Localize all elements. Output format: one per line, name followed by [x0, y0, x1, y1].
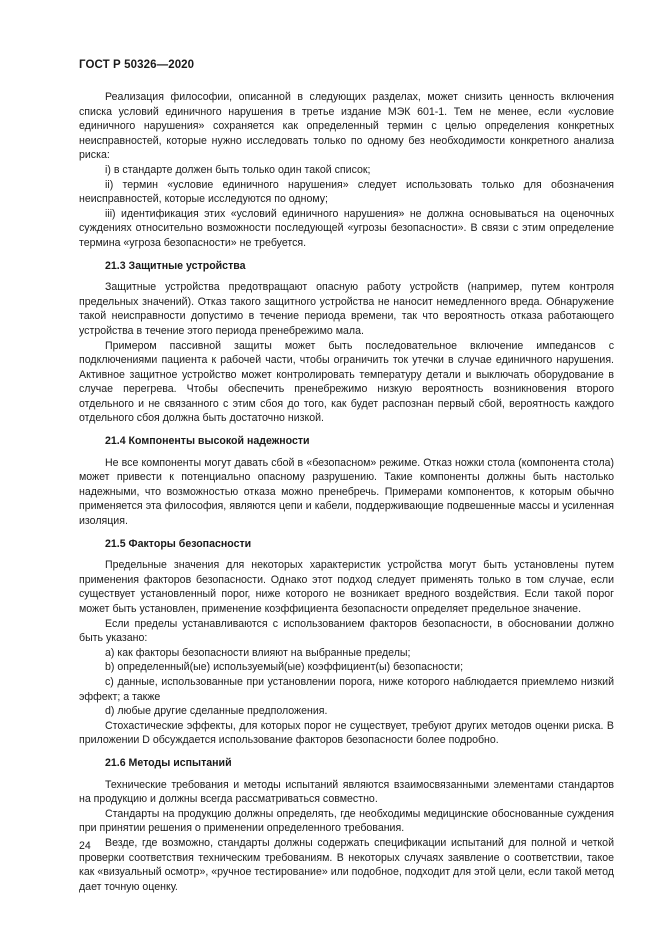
page-number: 24: [79, 840, 91, 852]
paragraph: Реализация философии, описанной в следующих разделах, может снизить ценность включения списка условий единичного нарушения в третье издание МЭК 601-1. Тем не менее, если «условие единичного нарушения» сохраняется как определенный термин с целью определения конкретных неисправностей, которые нужно исследовать только по одному без необходимости конкретного анализа риска:: [79, 91, 614, 162]
list-item: iii) идентификация этих «условий единичного нарушения» не должна основываться на оценочных суждениях относительно возможности последующей «угрозы безопасности». В связи с этим определение термина «угроза безопасности» не требуется.: [79, 207, 614, 249]
list-item: ii) термин «условие единичного нарушения» следует использовать только для обозначения неисправностей, которые исследуются по одному;: [79, 178, 614, 206]
list-item: d) любые другие сделанные предположения.: [105, 705, 328, 718]
page-body: [79, 90, 614, 894]
section-heading-21-5: 21.5 Факторы безопасности: [105, 537, 252, 550]
paragraph: Примером пассивной защиты может быть последовательное включение импедансов с подключениями пациента к рабочей части, чтобы ограничить ток утечки в случае единичного нарушения. Активное защитное устройство может контролировать температуру детали и выключать оборудование в случае перегрева. Чтобы обеспечить пренебрежимо низкую вероятность возникновения второго отдельного и не связанного с этим сбоя до того, как будет распознан первый сбой, вероятность каждого отдельного сбоя должна быть достаточно низкой.: [79, 339, 614, 425]
paragraph: Предельные значения для некоторых характеристик устройства могут быть установлены путем применения факторов безопасности. Однако этот подход следует применять только в том случае, если существует установленный порог, ниже которого не возникает вредного воздействия. Если такой порог может быть установлен, применение коэффициента безопасности определяет предельное значение.: [79, 559, 614, 615]
list-item: b) определенный(ые) используемый(ые) коэффициент(ы) безопасности;: [105, 661, 464, 674]
paragraph: Везде, где возможно, стандарты должны содержать спецификации испытаний для полной и четкой проверки соответствия техническим требованиям. В некоторых случаях заявление о соответствии, такое как «визуальный осмотр», «ручное тестирование» или подобное, подходит для этой цели, если такой метод дает точную оценку.: [79, 836, 614, 893]
list-item: a) как факторы безопасности влияют на выбранные пределы;: [105, 646, 411, 659]
paragraph: Если пределы устанавливаются с использованием факторов безопасности, в обосновании должно быть указано:: [79, 617, 614, 645]
document-header: ГОСТ Р 50326—2020: [79, 59, 195, 71]
section-heading-21-3: 21.3 Защитные устройства: [105, 259, 246, 272]
section-heading-21-4: 21.4 Компоненты высокой надежности: [105, 435, 310, 448]
list-item: c) данные, использованные при установлении порога, ниже которого наблюдается приемлемо низкий эффект; а также: [79, 675, 614, 703]
list-item: i) в стандарте должен быть только один такой список;: [105, 163, 371, 176]
paragraph: Защитные устройства предотвращают опасную работу устройств (например, путем контроля предельных значений). Отказ такого защитного устройства не наносит немедленного вреда. Обнаружение такой неисправности допустимо в течение периода времени, так что вероятность отказа работающего устройства в течение этого периода пренебрежимо мала.: [79, 281, 614, 337]
section-heading-21-6: 21.6 Методы испытаний: [105, 756, 232, 769]
paragraph: Стохастические эффекты, для которых порог не существует, требуют других методов оценки риска. В приложении D обсуждается использование факторов безопасности более подробно.: [79, 719, 614, 747]
paragraph: Не все компоненты могут давать сбой в «безопасном» режиме. Отказ ножки стола (компонента стола) может привести к потенциально опасному разрушению. Такие компоненты должны быть настолько надежными, что возможностью отказа можно пренебречь. Примерами компонентов, к которым обычно применяется эта философия, являются цепи и кабели, поддерживающие подвешенные массы и усиленная изоляция.: [79, 456, 614, 528]
paragraph: Стандарты на продукцию должны определять, где необходимы медицинские обоснованные суждения при принятии решения о применении определенного требования.: [79, 807, 614, 835]
paragraph: Технические требования и методы испытаний являются взаимосвязанными элементами стандартов на продукцию и должны всегда рассматриваться совместно.: [79, 778, 614, 806]
